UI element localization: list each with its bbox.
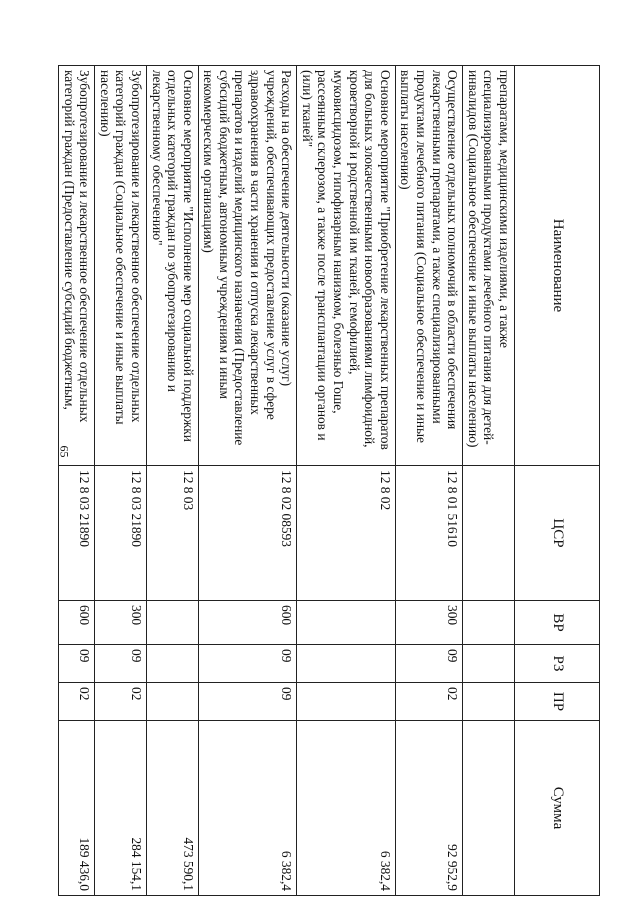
table-row: [463, 66, 515, 896]
cell-vr: [463, 601, 515, 645]
cell-sum: [463, 721, 515, 896]
cell-rz: 09: [58, 645, 94, 683]
table-row: [198, 66, 297, 896]
cell-sum: 284 154,1: [95, 721, 147, 896]
cell-sum: 6 382,4: [198, 721, 297, 896]
cell-pr: [297, 683, 396, 721]
header-csr: ЦСР: [515, 466, 600, 601]
cell-csr: 12 8 02 08593: [198, 466, 297, 601]
cell-pr: 02: [95, 683, 147, 721]
cell-vr: 300: [95, 601, 147, 645]
cell-name: Расходы на обеспечение деятельности (оказание услуг) учреждений, обеспечивающих предоставление услуг в сфере здравоохранения в части хранения и отпуска лекарственных препаратов и изделий медицинского назначения (Предоставление субсидий бюджетным, автономным учреждениям и иным некоммерческим организациям): [198, 66, 297, 466]
cell-rz: 09: [395, 645, 462, 683]
cell-name: препаратами, медицинскими изделиями, а также специализированными продуктами лечебного питания для детей-инвалидов (Социальное обеспечение и иные выплаты населению): [463, 66, 515, 466]
page-number: 65: [57, 445, 72, 458]
table-row: [297, 66, 396, 896]
cell-name: Зубопротезирование и лекарственное обеспечение отдельных категорий граждан (Социальное обеспечение и иные выплаты населению): [95, 66, 147, 466]
cell-pr: 02: [58, 683, 94, 721]
cell-sum: 189 436,0: [58, 721, 94, 896]
table-header-row: [515, 66, 600, 896]
header-sum: Сумма: [515, 721, 600, 896]
table-row: [58, 66, 94, 896]
cell-sum: 92 952,9: [395, 721, 462, 896]
cell-csr: 12 8 03 21890: [95, 466, 147, 601]
cell-csr: 12 8 02: [297, 466, 396, 601]
cell-pr: 02: [395, 683, 462, 721]
cell-name: Основное мероприятие "Приобретение лекарственных препаратов для больных злокачественными новообразованиями лимфоидной, кроветворной и родственной им тканей, гемофилией, муковисцидозом, гипофизарным нанизмом, болезнью Гоше, рассеянным склерозом, а также после трансплантации органов и (или) тканей": [297, 66, 396, 466]
cell-name: Основное мероприятие "Исполнение мер социальной поддержки отдельных категорий граждан по зубопротезированию и лекарственному обеспечению": [146, 66, 198, 466]
cell-vr: [146, 601, 198, 645]
cell-pr: [463, 683, 515, 721]
header-rz: РЗ: [515, 645, 600, 683]
cell-vr: 300: [395, 601, 462, 645]
cell-csr: [463, 466, 515, 601]
cell-vr: 600: [58, 601, 94, 645]
budget-table: [58, 65, 600, 896]
table-row: [95, 66, 147, 896]
header-name: Наименование: [515, 66, 600, 466]
cell-rz: [297, 645, 396, 683]
cell-sum: 6 382,4: [297, 721, 396, 896]
cell-sum: 473 590,1: [146, 721, 198, 896]
header-pr: ПР: [515, 683, 600, 721]
cell-pr: 09: [198, 683, 297, 721]
cell-name: Зубопротезирование и лекарственное обеспечение отдельных категорий граждан (Предоставление субсидий бюджетным,: [58, 66, 94, 466]
cell-csr: 12 8 03 21890: [58, 466, 94, 601]
cell-rz: [463, 645, 515, 683]
cell-pr: [146, 683, 198, 721]
cell-vr: [297, 601, 396, 645]
header-vr: ВР: [515, 601, 600, 645]
cell-vr: 600: [198, 601, 297, 645]
cell-rz: 09: [198, 645, 297, 683]
cell-csr: 12 8 03: [146, 466, 198, 601]
cell-rz: [146, 645, 198, 683]
cell-rz: 09: [95, 645, 147, 683]
cell-name: Осуществление отдельных полномочий в области обеспечения лекарственными препаратами, а также специализированными продуктами лечебного питания (Социальное обеспечение и иные выплаты населению): [395, 66, 462, 466]
table-row: [146, 66, 198, 896]
table-row: [395, 66, 462, 896]
cell-csr: 12 8 01 51610: [395, 466, 462, 601]
